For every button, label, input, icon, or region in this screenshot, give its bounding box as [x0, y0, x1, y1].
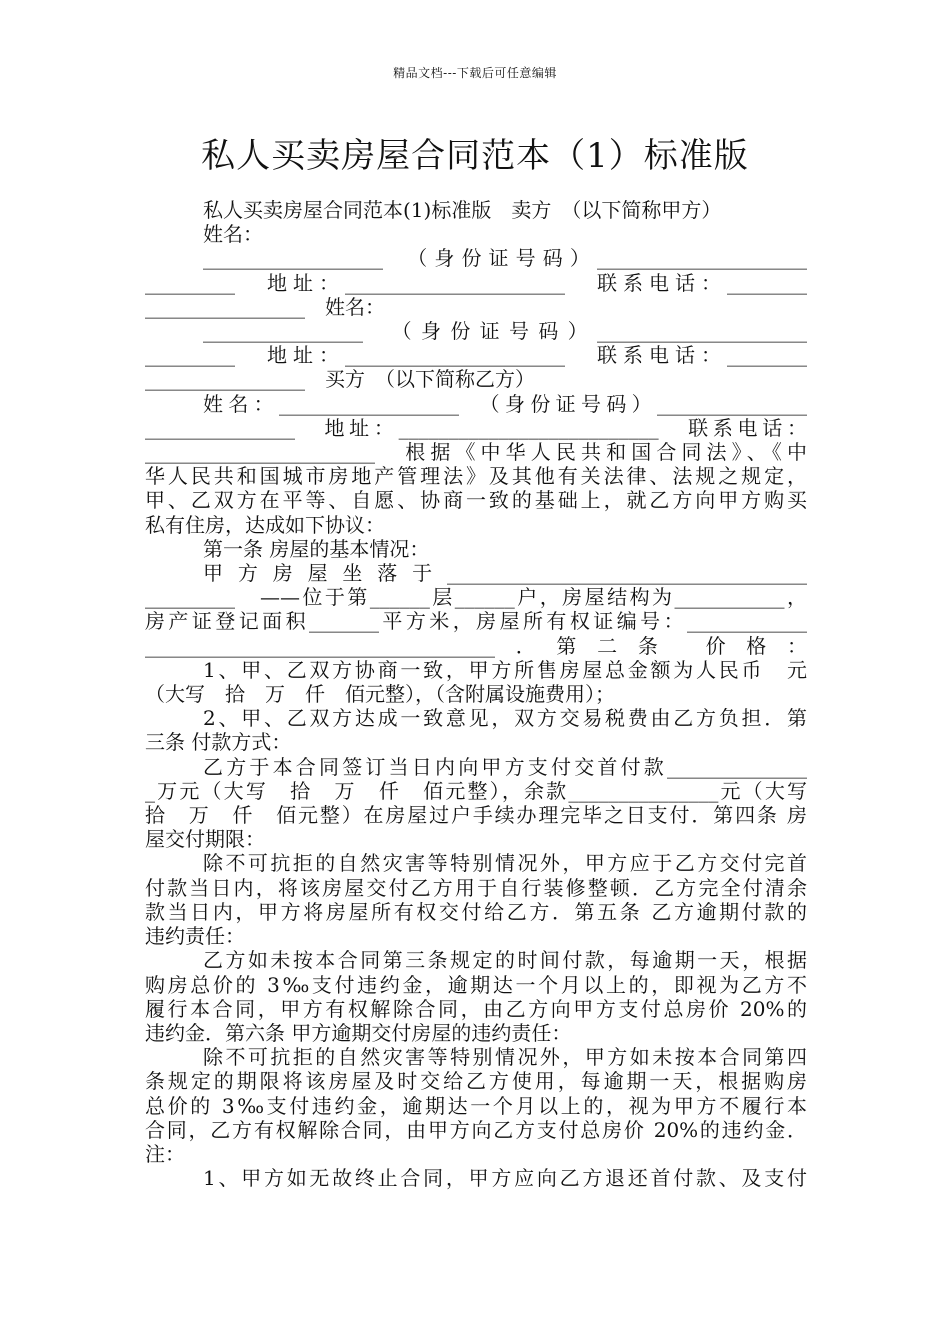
body-line: 乙方如未按本合同第三条规定的时间付款，每逾期一天，根据: [203, 948, 807, 973]
body-line: 履行本合同，甲方有权解除合同，由乙方向甲方支付总房价 20%的: [145, 996, 807, 1021]
body-line: 私有住房，达成如下协议：: [145, 512, 385, 537]
body-line: _________ 地址：______________________ 联系电话：________: [145, 343, 807, 368]
body-line: 拾 万 仟 佰元整）在房屋过户手续办理完毕之日支付．第四条 房: [145, 803, 807, 828]
body-line: 注：: [145, 1141, 185, 1166]
body-line: _万元（大写 拾 万 仟 佰元整），余款_______________元（大写: [145, 778, 807, 803]
body-line: 合同，乙方有权解除合同，由甲方向乙方支付总房价 20%的违约金．: [145, 1117, 807, 1142]
body-line: 违约金．第六条 甲方逾期交付房屋的违约责任：: [145, 1020, 572, 1045]
body-line: 第一条 房屋的基本情况：: [203, 536, 430, 561]
body-line: 总价的 3‰支付违约金，逾期达一个月以上的，视为甲方不履行本: [145, 1093, 807, 1118]
body-line: 付款当日内，将该房屋交付乙方用于自行装修整顿．乙方完全付清余: [145, 875, 807, 900]
contract-body: [145, 198, 807, 1190]
body-line: 1、甲方如无故终止合同，甲方应向乙方退还首付款、及支付: [203, 1166, 807, 1191]
header-note: 精品文档---下载后可任意编辑: [393, 66, 557, 80]
body-line: _______________ 地址：__________________________ 联系电话：: [145, 415, 807, 440]
body-line: 除不可抗拒的自然灾害等特别情况外，甲方应于乙方交付完首: [203, 851, 807, 876]
body-line: 姓名：__________________ （身份证号码）_______________: [203, 391, 807, 416]
body-line: 2、甲、乙双方达成一致意见，双方交易税费由乙方负担．第: [203, 706, 807, 731]
body-line: 私人买卖房屋合同范本(1)标准版 卖方 （以下简称甲方）: [203, 198, 722, 222]
body-line: _______________________ 根据《中华人民共和国合同法》、《中: [145, 440, 807, 465]
body-line: 购房总价的 3‰支付违约金，逾期达一个月以上的，即视为乙方不: [145, 972, 807, 997]
body-line: 除不可抗拒的自然灾害等特别情况外，甲方如未按本合同第四: [203, 1045, 807, 1070]
body-line: 华人民共和国城市房地产管理法》及其他有关法律、法规之规定，: [145, 464, 807, 489]
body-line: （大写 拾 万 仟 佰元整），（含附属设施费用）；: [145, 682, 615, 707]
body-line: ________________ 姓名：: [145, 294, 385, 319]
body-line: ________________ （身份证号码）_____________________: [203, 319, 807, 344]
body-line: _________ 地址：______________________ 联系电话：________: [145, 270, 807, 295]
body-line: ________________ 买方 （以下简称乙方）: [145, 367, 535, 392]
body-line: 乙方于本合同签订当日内向甲方支付交首付款______________: [203, 754, 807, 779]
body-line: 违约责任：: [145, 924, 245, 949]
body-line: 1、甲、乙双方协商一致，甲方所售房屋总金额为人民币 元: [203, 657, 807, 682]
body-line: 三条 付款方式：: [145, 730, 292, 755]
body-line: __________________ （身份证号码）_____________________: [203, 246, 807, 271]
body-line: 姓名：: [203, 222, 263, 247]
body-line: 款当日内，甲方将房屋所有权交付给乙方．第五条 乙方逾期付款的: [145, 899, 807, 924]
body-line: 甲、乙双方在平等、自愿、协商一致的基础上，就乙方向甲方购买: [145, 488, 807, 513]
body-line: 甲方房屋坐落于____________________________________: [203, 561, 807, 586]
body-line: 房产证登记面积_______平方米，房屋所有权证编号：____________: [145, 609, 807, 634]
body-line: ___________________________________．第二条 价格：: [145, 633, 807, 658]
body-line: _________ ——位于第______层______户，房屋结构为___________，: [145, 585, 807, 610]
body-line: 条规定的期限将该房屋及时交给乙方使用，每逾期一天，根据购房: [145, 1069, 807, 1094]
document-title: 私人买卖房屋合同范本（1）标准版: [201, 136, 749, 176]
body-line: 屋交付期限：: [145, 827, 265, 852]
